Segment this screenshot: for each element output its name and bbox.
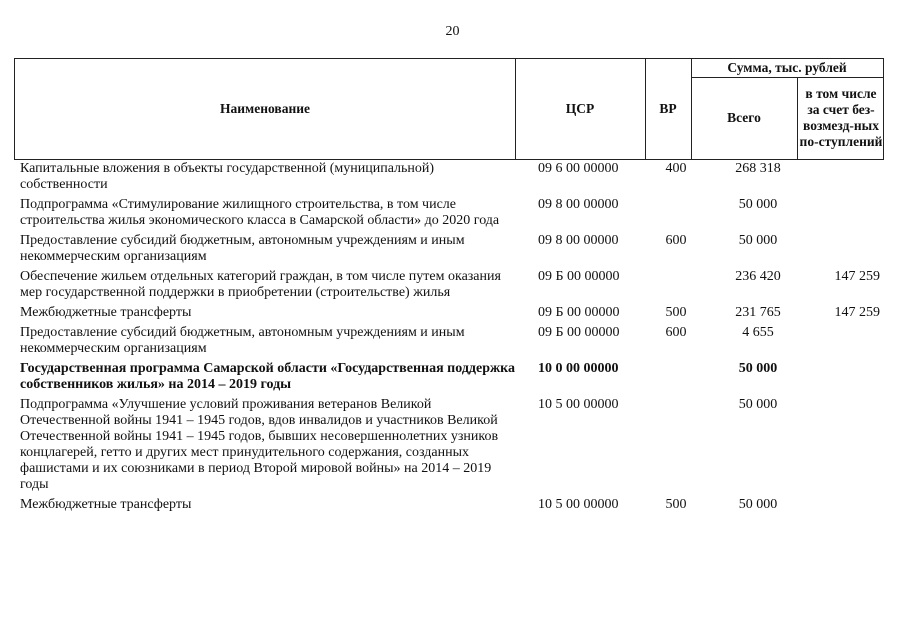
row-csr: 10 0 00 00000 [538,361,619,376]
row-csr: 09 Б 00 00000 [538,305,620,320]
header-total: Всего [727,110,761,125]
table-row [14,361,884,393]
row-total: 236 420 [735,269,781,284]
row-csr: 10 5 00 00000 [538,497,619,512]
row-name: Подпрограмма «Стимулирование жилищного строительства, в том числе строительства жилья экономического класса в Самарской области» до 2020 года [20,197,500,228]
row-csr: 09 8 00 00000 [538,197,619,212]
row-vr: 500 [665,497,687,512]
row-total: 268 318 [735,161,781,176]
row-csr: 09 8 00 00000 [538,233,619,248]
row-name: Обеспечение жильем отдельных категорий граждан, в том числе путем оказания мер государственной поддержки в приобретении (строительстве) жилья [20,269,501,300]
table-row [14,197,884,229]
table-body [14,161,884,517]
table-row [14,305,884,321]
row-name: Межбюджетные трансферты [20,305,192,320]
row-total: 50 000 [738,397,778,412]
row-total: 231 765 [735,305,781,320]
row-name: Предоставление субсидий бюджетным, автономным учреждениям и иным некоммерческим организациям [20,233,465,264]
table-row [14,269,884,301]
row-name: Межбюджетные трансферты [20,497,192,512]
row-total: 4 655 [742,325,774,340]
row-csr: 10 5 00 00000 [538,397,619,412]
table-row [14,161,884,193]
header-sum-group: Сумма, тыс. рублей [727,60,847,75]
row-name: Предоставление субсидий бюджетным, автономным учреждениям и иным некоммерческим организациям [20,325,465,356]
row-name: Капитальные вложения в объекты государственной (муниципальной) собственности [20,161,435,192]
row-vr: 500 [665,305,687,320]
row-name: Государственная программа Самарской области «Государственная поддержка собственников жилья» на 2014 – 2019 годы [20,361,515,392]
row-total: 50 000 [738,361,778,376]
row-total: 50 000 [738,497,778,512]
row-total: 50 000 [738,233,778,248]
table-row [14,233,884,265]
header-name: Наименование [220,101,310,116]
row-total: 50 000 [738,197,778,212]
row-vr: 400 [665,161,687,176]
row-name: Подпрограмма «Улучшение условий проживания ветеранов Великой Отечественной войны 1941 – 1945 годов, вдов инвалидов и участников Великой Отечественной войны 1941 – 1945 годов, бывших несовершеннолетних узников концлагерей, гетто и других мест принудительного содержания, созданных фашистами и их союзниками в период Второй мировой войны» на 2014 – 2019 годы [20,397,499,492]
row-csr: 09 Б 00 00000 [538,325,620,340]
row-vr: 600 [665,325,687,340]
row-grant: 147 259 [834,269,880,284]
column-divider [797,77,798,159]
table-header [14,58,884,160]
page-number: 20 [445,24,460,39]
table-row [14,497,884,513]
row-vr: 600 [665,233,687,248]
table-row [14,397,884,493]
table-row [14,325,884,357]
row-csr: 09 Б 00 00000 [538,269,620,284]
header-csr: ЦСР [565,101,595,116]
row-csr: 09 6 00 00000 [538,161,619,176]
header-grant: в том числе за счет без-возмезд-ных по-ступлений [799,86,883,149]
header-vr: ВР [659,101,677,116]
row-grant: 147 259 [834,305,880,320]
